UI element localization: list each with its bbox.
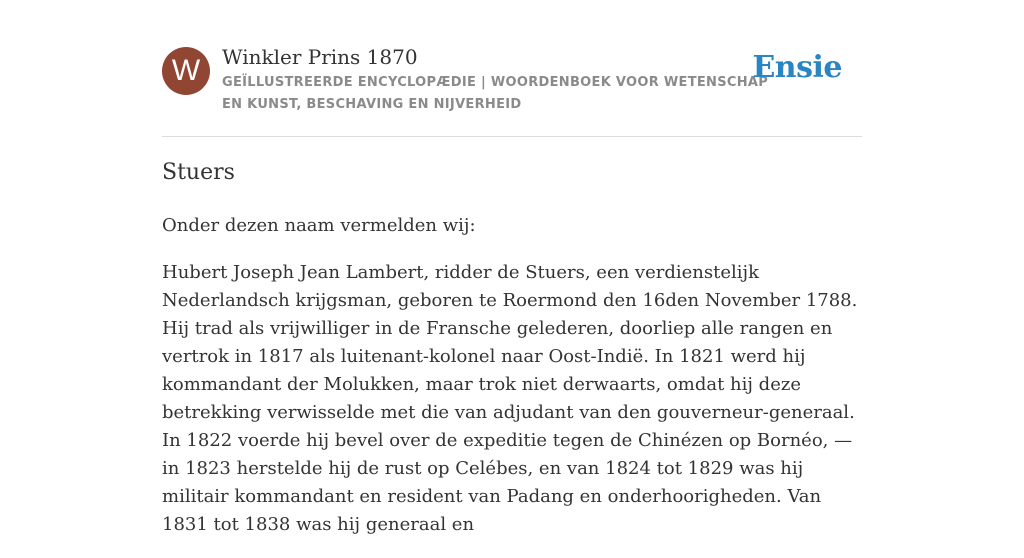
- article-paragraph: Onder dezen naam vermelden wij:: [162, 215, 476, 236]
- source-header: [162, 44, 862, 137]
- source-avatar[interactable]: W: [162, 47, 210, 95]
- source-title[interactable]: Winkler Prins 1870: [222, 45, 418, 69]
- article-paragraph: Hubert Joseph Jean Lambert, ridder de Stuers, een verdienstelijk Nederlandsch krijgsman, geboren te Roermond den 16den November 1788. Hij trad als vrijwilliger in de Fransche gelederen, doorliep alle rangen en vertrok in 1817 als luitenant-kolonel naar Oost-Indië. In 1821 werd hij kommandant der Molukken, maar trok niet derwaarts, omdat hij deze betrekking verwisselde met die van adjudant van den gouverneur-generaal. In 1822 voerde hij bevel over de expeditie tegen de Chinézen op Bornéo, — in 1823 herstelde hij de rust op Celébes, en van 1824 tot 1829 was hij militair kommandant en resident van Padang en onderhoorigheden. Van 1831 tot 1838 was hij generaal en: [162, 262, 858, 535]
- ensie-logo[interactable]: Ensie: [752, 50, 842, 85]
- article-title: Stuers: [162, 160, 235, 185]
- article-body: [162, 212, 862, 558]
- source-subtitle: GEÏLLUSTREERDE ENCYCLOPÆDIE | WOORDENBOEK VOOR WETENSCHAP EN KUNST, BESCHAVING EN NIJVERHEID: [222, 75, 769, 112]
